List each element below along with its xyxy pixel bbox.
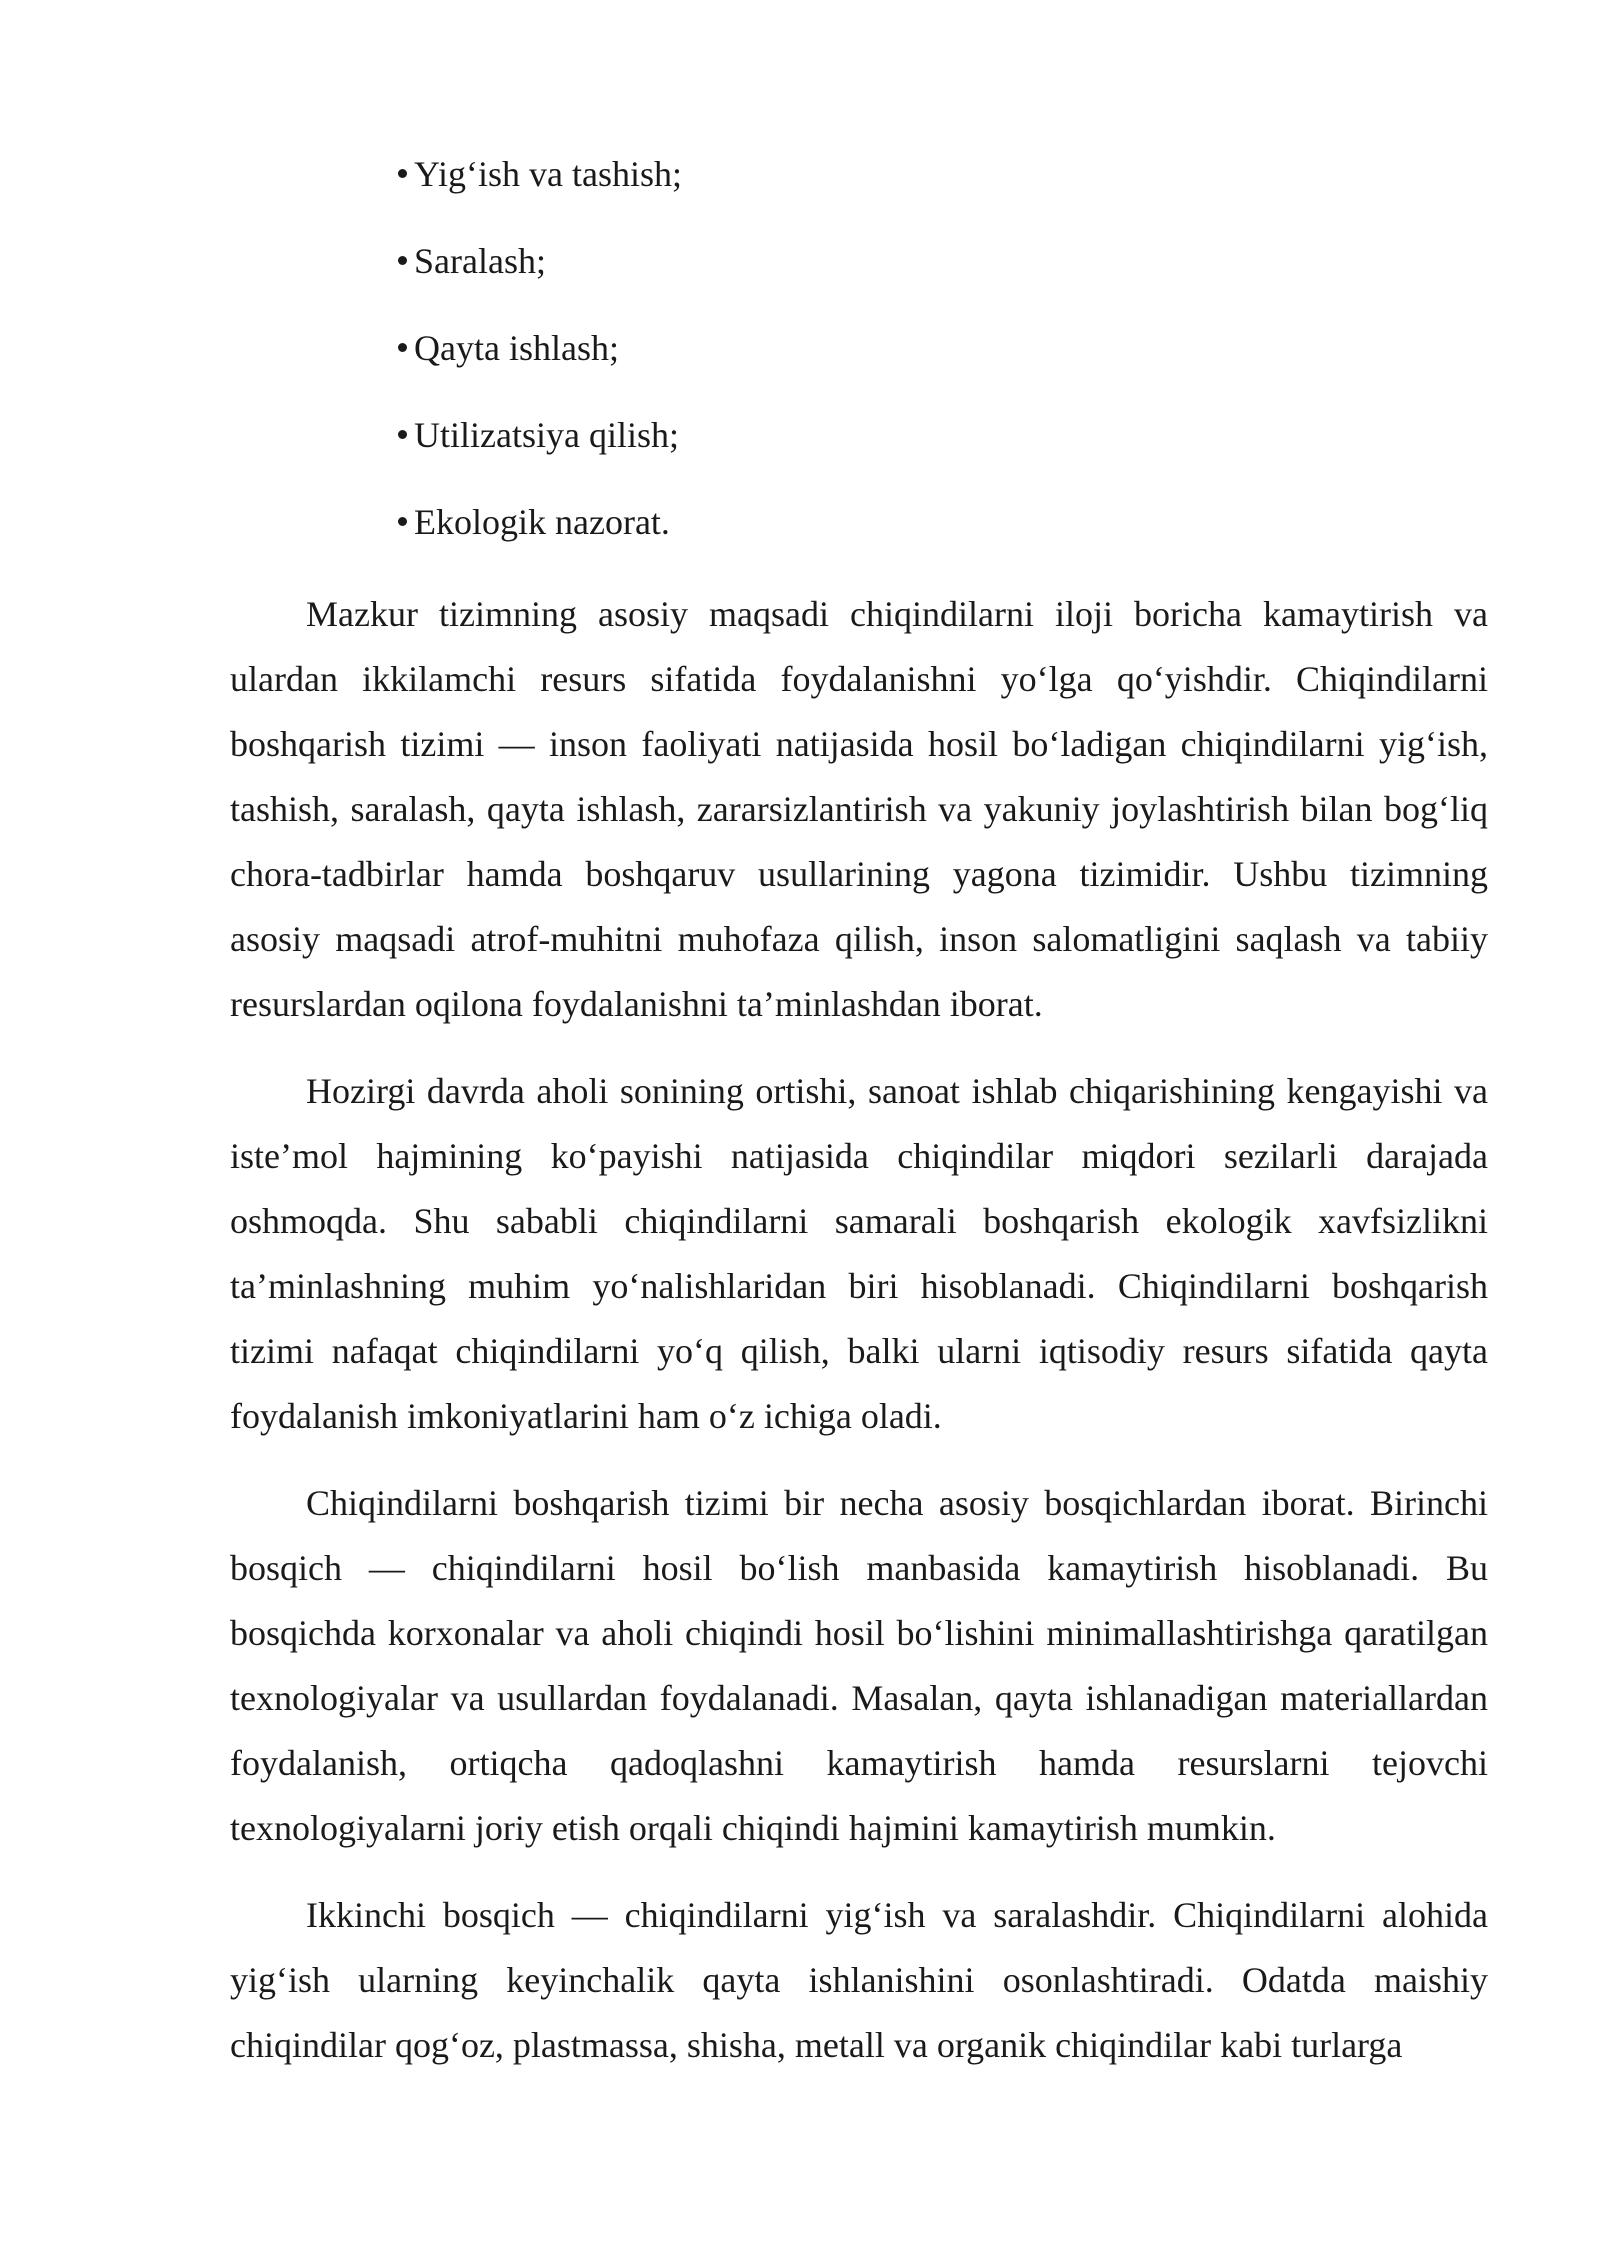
bullet-list	[398, 148, 682, 583]
bullet-item	[398, 496, 682, 548]
paragraph: Chiqindilarni boshqarish tizimi bir necha asosiy bosqichlardan iborat. Birinchi bosqich — chiqindilarni hosil bo‘lish manbasida kamaytirish hisoblanadi. Bu bosqichda korxonalar va aholi chiqindi hosil bo‘lishini minimallashtirishga qaratilgan texnologiyalar va usullardan foydalanadi. Masalan, qayta ishlanadigan materiallardan foydalanish, ortiqcha qadoqlashni kamaytirish hamda resurslarni tejovchi texnologiyalarni joriy etish orqali chiqindi hajmini kamaytirish mumkin.	[230, 1483, 1488, 1848]
bullet-item	[398, 409, 682, 461]
bullet-text: Utilizatsiya qilish;	[414, 415, 679, 455]
bullet-item	[398, 235, 682, 287]
bullet-icon	[398, 430, 407, 439]
bullet-text: Qayta ishlash;	[414, 328, 619, 368]
bullet-item	[398, 148, 682, 200]
paragraph: Ikkinchi bosqich — chiqindilarni yig‘ish va saralashdir. Chiqindilarni alohida yig‘ish ularning keyinchalik qayta ishlanishini osonlashtiradi. Odatda maishiy chiqindilar qog‘oz, plastmassa, shisha, metall va organik chiqindilar kabi turlarga	[230, 1895, 1488, 2065]
bullet-icon	[398, 517, 407, 526]
bullet-item	[398, 322, 682, 374]
bullet-icon	[398, 343, 407, 352]
body-text	[230, 582, 1488, 2100]
bullet-icon	[398, 256, 407, 265]
bullet-text: Ekologik nazorat.	[414, 502, 670, 542]
bullet-text: Saralash;	[414, 241, 546, 281]
bullet-text: Yig‘ish va tashish;	[414, 154, 682, 194]
bullet-icon	[398, 169, 407, 178]
paragraph: Hozirgi davrda aholi sonining ortishi, sanoat ishlab chiqarishining kengayishi va iste’mol hajmining ko‘payishi natijasida chiqindilar miqdori sezilarli darajada oshmoqda. Shu sababli chiqindilarni samarali boshqarish ekologik xavfsizlikni ta’minlashning muhim yo‘nalishlaridan biri hisoblanadi. Chiqindilarni boshqarish tizimi nafaqat chiqindilarni yo‘q qilish, balki ularni iqtisodiy resurs sifatida qayta foydalanish imkoniyatlarini ham o‘z ichiga oladi.	[230, 1071, 1488, 1436]
paragraph: Mazkur tizimning asosiy maqsadi chiqindilarni iloji boricha kamaytirish va ulardan ikkilamchi resurs sifatida foydalanishni yo‘lga qo‘yishdir. Chiqindilarni boshqarish tizimi — inson faoliyati natijasida hosil bo‘ladigan chiqindilarni yig‘ish, tashish, saralash, qayta ishlash, zararsizlantirish va yakuniy joylashtirish bilan bog‘liq chora-tadbirlar hamda boshqaruv usullarining yagona tizimidir. Ushbu tizimning asosiy maqsadi atrof-muhitni muhofaza qilish, inson salomatligini saqlash va tabiiy resurslardan oqilona foydalanishni ta’minlashdan iborat.	[230, 594, 1488, 1024]
